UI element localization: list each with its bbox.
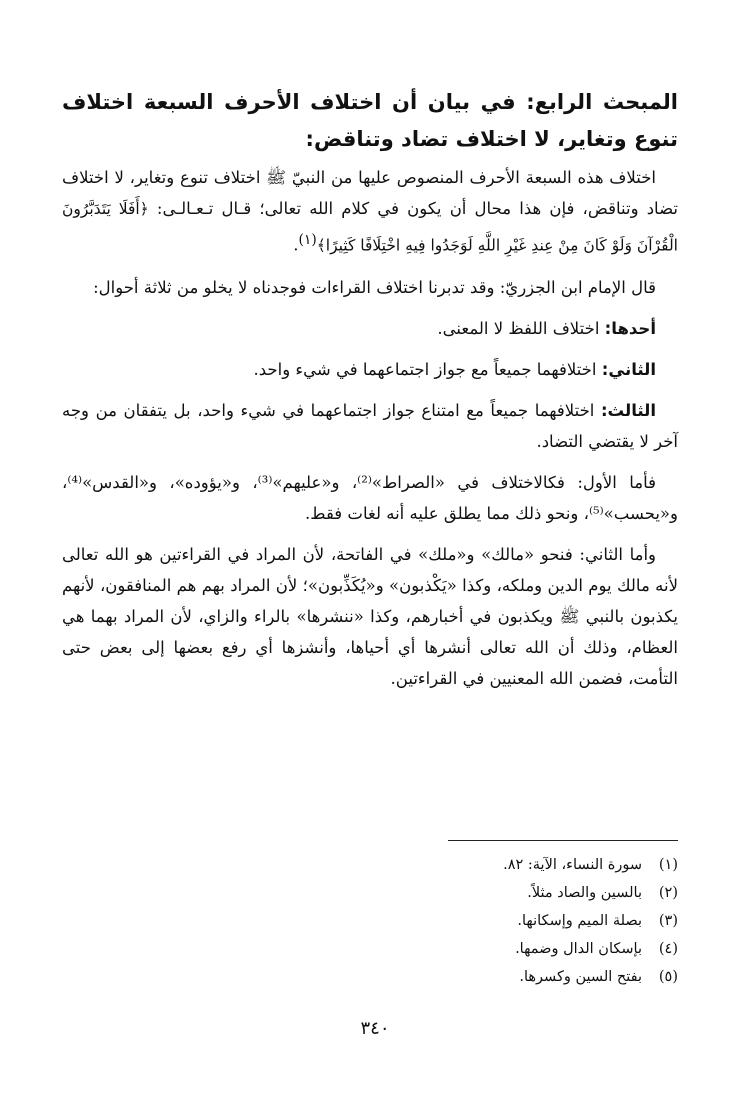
footnote-number: (٤)	[658, 941, 678, 957]
footnote-ref-1: (١)	[298, 232, 317, 248]
quran-verse: ﴿أَفَلَا يَتَدَبَّرُونَ الْقُرْآنَ وَلَوْ كَانَ مِنْ عِندِ غَيْرِ اللَّهِ لَوَجَدُوا فِيهِ اخْتِلَافًا كَثِيرًا﴾	[62, 200, 678, 255]
paragraph-first-explained: فأما الأول: فكالاختلاف في «الصراط»⁽²⁾، و«عليهم»⁽³⁾، و«يؤوده»، و«القدس»⁽⁴⁾، و«يحسب»⁽⁵⁾، ونحو ذلك مما يطلق عليه أنه لغات فقط.	[62, 472, 678, 523]
page-number: ٣٤٠	[360, 1018, 390, 1039]
paragraph-second-case	[62, 354, 678, 385]
intro-text: اختلاف هذه السبعة الأحرف المنصوص عليها من النبيّ ﷺ اختلاف تنوع وتغاير، لا اختلاف تضاد وتناقض، فإن هذا محال أن يكون في كلام الله تعالى؛ قـال تـعـالـى:	[62, 168, 678, 218]
footnote-number: (٢)	[658, 885, 678, 901]
footnote-number: (٥)	[658, 969, 678, 985]
footnote-text: سورة النساء، الآية: ٨٢.	[503, 857, 642, 873]
footnote-number: (١)	[658, 857, 678, 873]
footnote-item	[448, 935, 678, 963]
intro-end: .	[293, 235, 299, 255]
footnote-number: (٣)	[658, 913, 678, 929]
paragraph-second-explained: وأما الثاني: فنحو «مالك» و«ملك» في الفاتحة، لأن المراد في القراءتين هو الله تعالى لأنه مالك يوم الدين وملكه، وكذا «يَكْذبون» و«يُكَذِّبون»؛ لأن المراد بهم هم المنافقون، لأنهم يكذبون بالنبي ﷺ ويكذبون في أخبارهم، وكذا «ننشرها» بالراء والزاي، لأن المراد بهما هي العظام، وذلك أن الله تعالى أنشرها أي أحياها، وأنشزها أي رفع بعضها إلى بعض حتى التأمت، فضمن الله المعنيين في القراءتين.	[62, 544, 678, 688]
footnote-text: بالسين والصاد مثلاً.	[527, 885, 642, 901]
label-first: أحدها:	[604, 318, 656, 338]
footnote-item	[448, 851, 678, 879]
paragraph-first-case	[62, 313, 678, 344]
paragraph-intro	[62, 162, 678, 262]
footnotes	[448, 840, 678, 991]
label-second: الثاني:	[601, 359, 656, 379]
text-second: اختلافهما جميعاً مع جواز اجتماعهما في شيء واحد.	[253, 359, 602, 379]
label-third: الثالث:	[600, 400, 656, 420]
paragraph-third-case	[62, 395, 678, 457]
text-first: اختلاف اللفظ لا المعنى.	[437, 318, 605, 338]
footnote-text: بفتح السين وكسرها.	[519, 969, 642, 985]
footnote-item	[448, 963, 678, 991]
section-heading: المبحث الرابع: في بيان أن اختلاف الأحرف السبعة اختلاف تنوع وتغاير، لا اختلاف تضاد وتناقض:	[62, 90, 678, 151]
footnote-item	[448, 907, 678, 935]
paragraph-ibn-jazari: قال الإمام ابن الجزريّ: وقد تدبرنا اختلاف القراءات فوجدناه لا يخلو من ثلاثة أحوال:	[93, 277, 656, 297]
footnote-item	[448, 879, 678, 907]
text-third: اختلافهما جميعاً مع امتناع جواز اجتماعهما في شيء واحد، بل يتفقان من وجه آخر لا يقتضي التضاد.	[62, 400, 678, 451]
footnote-text: بإسكان الدال وضمها.	[515, 941, 642, 957]
footnote-text: بصلة الميم وإسكانها.	[517, 913, 642, 929]
